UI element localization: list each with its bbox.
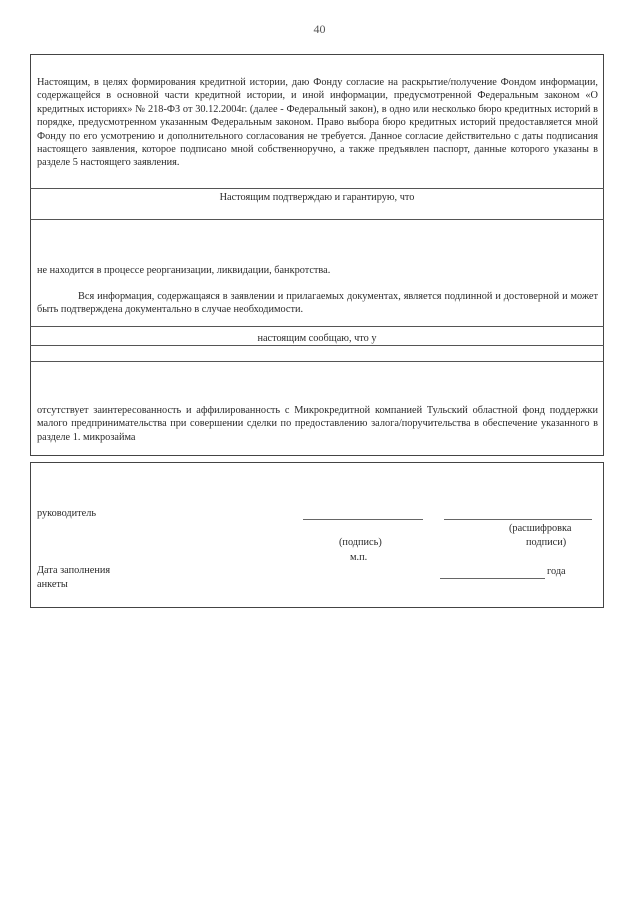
signature-caption: (подпись) [339, 537, 382, 548]
signature-line [303, 519, 423, 520]
authenticity-statement [37, 290, 598, 317]
divider [30, 361, 604, 362]
date-label-1: Дата заполнения [37, 565, 111, 576]
divider [30, 188, 604, 189]
consent-paragraph: Настоящим, в целях формирования кредитной истории, даю Фонду согласие на раскрытие/получение Фондом информации, содержащейся в основной части кредитной истории, и иной информации, предусмотренной Федеральным законом «О кредитных историях» № 218-ФЗ от 30.12.2004г. (далее - Федеральный закон), в одно или несколько бюро кредитных историй в порядке, предусмотренном указанным Федеральным законом. Право выбора бюро кредитных историй предоставляется мной Фонду по его усмотрению и дополнительного согласования не требуется. Данное согласие действительно с даты подписания настоящего заявления, которое подписано мной собственноручно, а также предъявлен паспорт, данные которого указаны в разделе 5 настоящего заявления. [37, 77, 598, 169]
affiliation-statement: отсутствует заинтересованность и аффилированность с Микрокредитной компанией Тульский областной фонд поддержки малого предпринимательства при совершении сделки по предоставлению залога/поручительства в обеспечение указанного в разделе 1. микрозайма [37, 405, 598, 443]
guarantee-heading: Настоящим подтверждаю и гарантирую, что [219, 192, 415, 203]
authenticity-text: Вся информация, содержащаяся в заявлении и прилагаемых документах, является подлинной и достоверной и может быть подтверждена документально в случае необходимости. [37, 291, 598, 316]
date-line [440, 578, 545, 579]
not-in-process-statement: не находится в процессе реорганизации, ликвидации, банкротства. [37, 265, 331, 276]
role-label: руководитель [37, 508, 97, 519]
year-suffix: года [547, 566, 566, 577]
notice-heading: настоящим сообщаю, что у [257, 333, 377, 344]
page-number: 40 [313, 22, 326, 36]
date-label-2: анкеты [37, 579, 68, 590]
decoding-line [444, 519, 592, 520]
decoding-caption-1: (расшифровка [509, 523, 572, 534]
divider [30, 345, 604, 346]
divider [30, 219, 604, 220]
divider [30, 326, 604, 327]
decoding-caption-2: подписи) [526, 537, 567, 548]
stamp-label: м.п. [350, 552, 368, 563]
